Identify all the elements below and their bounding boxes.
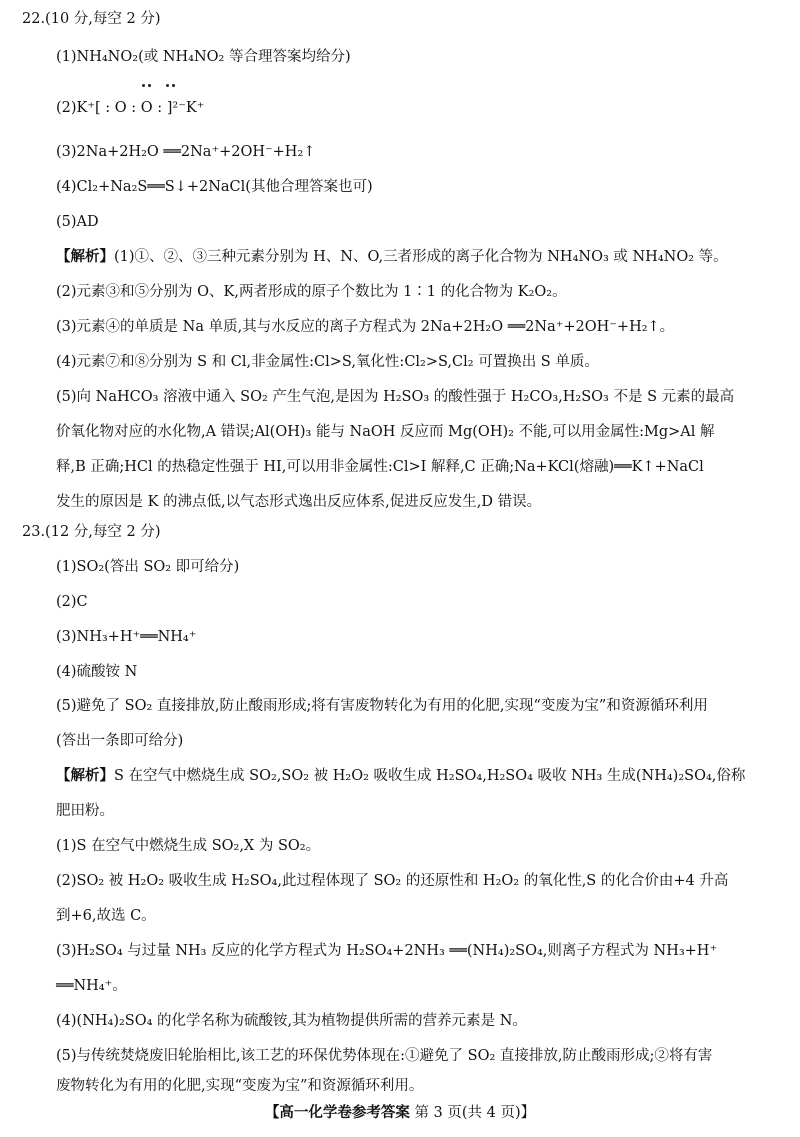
q22-answer-1: (1)NH₄NO₂(或 NH₄NO₂ 等合理答案均给分) (56, 49, 351, 65)
q22-analysis-5d: 发生的原因是 K 的沸点低,以气态形式逸出反应体系,促进反应发生,D 错误。 (56, 494, 542, 510)
q22-analysis-4: (4)元素⑦和⑧分别为 S 和 Cl,非金属性:Cl>S,氧化性:Cl₂>S,Cl₂ 可置换出 S 单质。 (56, 354, 599, 370)
q23-analysis-intro-b: 肥田粉。 (56, 803, 114, 819)
footer-title: 【高一化学卷参考答案 (264, 1105, 410, 1121)
q23-analysis-1: (1)S 在空气中燃烧生成 SO₂,X 为 SO₂。 (56, 838, 321, 854)
electron-dots (128, 84, 188, 94)
q23-answer-5b: (答出一条即可给分) (56, 733, 184, 749)
q23-answer-4: (4)硫酸铵 N (56, 664, 138, 680)
q23-analysis-5a: (5)与传统焚烧废旧轮胎相比,该工艺的环保优势体现在:①避免了 SO₂ 直接排放,防止酸雨形成;②将有害 (56, 1048, 713, 1064)
q22-analysis-5b: 价氧化物对应的水化物,A 错误;Al(OH)₃ 能与 NaOH 反应而 Mg(OH)₂ 不能,可以用金属性:Mg>Al 解 (56, 424, 715, 440)
q23-analysis-2a: (2)SO₂ 被 H₂O₂ 吸收生成 H₂SO₄,此过程体现了 SO₂ 的还原性和 H₂O₂ 的氧化性,S 的化合价由+4 升高 (56, 873, 729, 889)
q23-answer-2: (2)C (56, 594, 88, 610)
q23-analysis-5b: 废物转化为有用的化肥,实现“变废为宝”和资源循环利用。 (56, 1078, 424, 1094)
analysis-label: 【解析】 (56, 249, 114, 265)
q22-analysis-3: (3)元素④的单质是 Na 单质,其与水反应的离子方程式为 2Na+2H₂O ══2Na⁺+2OH⁻+H₂↑。 (56, 319, 675, 335)
q23-analysis-4: (4)(NH₄)₂SO₄ 的化学名称为硫酸铵,其为植物提供所需的营养元素是 N。 (56, 1013, 527, 1029)
q22-header: 22.(10 分,每空 2 分) (22, 11, 161, 27)
q23-analysis-3b: ══NH₄⁺。 (56, 978, 127, 994)
q23-answer-1: (1)SO₂(答出 SO₂ 即可给分) (56, 559, 240, 575)
q22-answer-3: (3)2Na+2H₂O ══2Na⁺+2OH⁻+H₂↑ (56, 144, 316, 160)
q22-analysis-5a: (5)向 NaHCO₃ 溶液中通入 SO₂ 产生气泡,是因为 H₂SO₃ 的酸性强于 H₂CO₃,H₂SO₃ 不是 S 元素的最高 (56, 389, 735, 405)
footer-page-number: 第 3 页(共 4 页)】 (414, 1105, 536, 1121)
q23-analysis-2b: 到+6,故选 C。 (56, 908, 156, 924)
q23-analysis-3a: (3)H₂SO₄ 与过量 NH₃ 反应的化学方程式为 H₂SO₄+2NH₃ ══(NH₄)₂SO₄,则离子方程式为 NH₃+H⁺ (56, 943, 718, 959)
q22-answer-5: (5)AD (56, 214, 99, 230)
q22-analysis-2: (2)元素③和⑤分别为 O、K,两者形成的原子个数比为 1∶1 的化合物为 K₂O₂。 (56, 284, 567, 300)
analysis-label: 【解析】 (56, 768, 114, 784)
q23-answer-3: (3)NH₃+H⁺══NH₄⁺ (56, 629, 197, 645)
q22-answer-4: (4)Cl₂+Na₂S══S↓+2NaCl(其他合理答案也可) (56, 179, 373, 195)
q22-analysis-5c: 释,B 正确;HCl 的热稳定性强于 HI,可以用非金属性:Cl>I 解释,C 正确;Na+KCl(熔融)══K↑+NaCl (56, 459, 704, 475)
q23-analysis-intro-a: 【解析】S 在空气中燃烧生成 SO₂,SO₂ 被 H₂O₂ 吸收生成 H₂SO₄,H₂SO₄ 吸收 NH₃ 生成(NH₄)₂SO₄,俗称 (56, 768, 746, 784)
q23-header: 23.(12 分,每空 2 分) (22, 524, 161, 540)
q23-answer-5a: (5)避免了 SO₂ 直接排放,防止酸雨形成;将有害废物转化为有用的化肥,实现“变废为宝”和资源循环利用 (56, 698, 708, 714)
q22-analysis-1: 【解析】(1)①、②、③三种元素分别为 H、N、O,三者形成的离子化合物为 NH₄NO₃ 或 NH₄NO₂ 等。 (56, 249, 728, 265)
page-footer (0, 1102, 800, 1124)
q22-answer-2: (2)K⁺[ : O : O : ]²⁻K⁺ (56, 100, 205, 116)
